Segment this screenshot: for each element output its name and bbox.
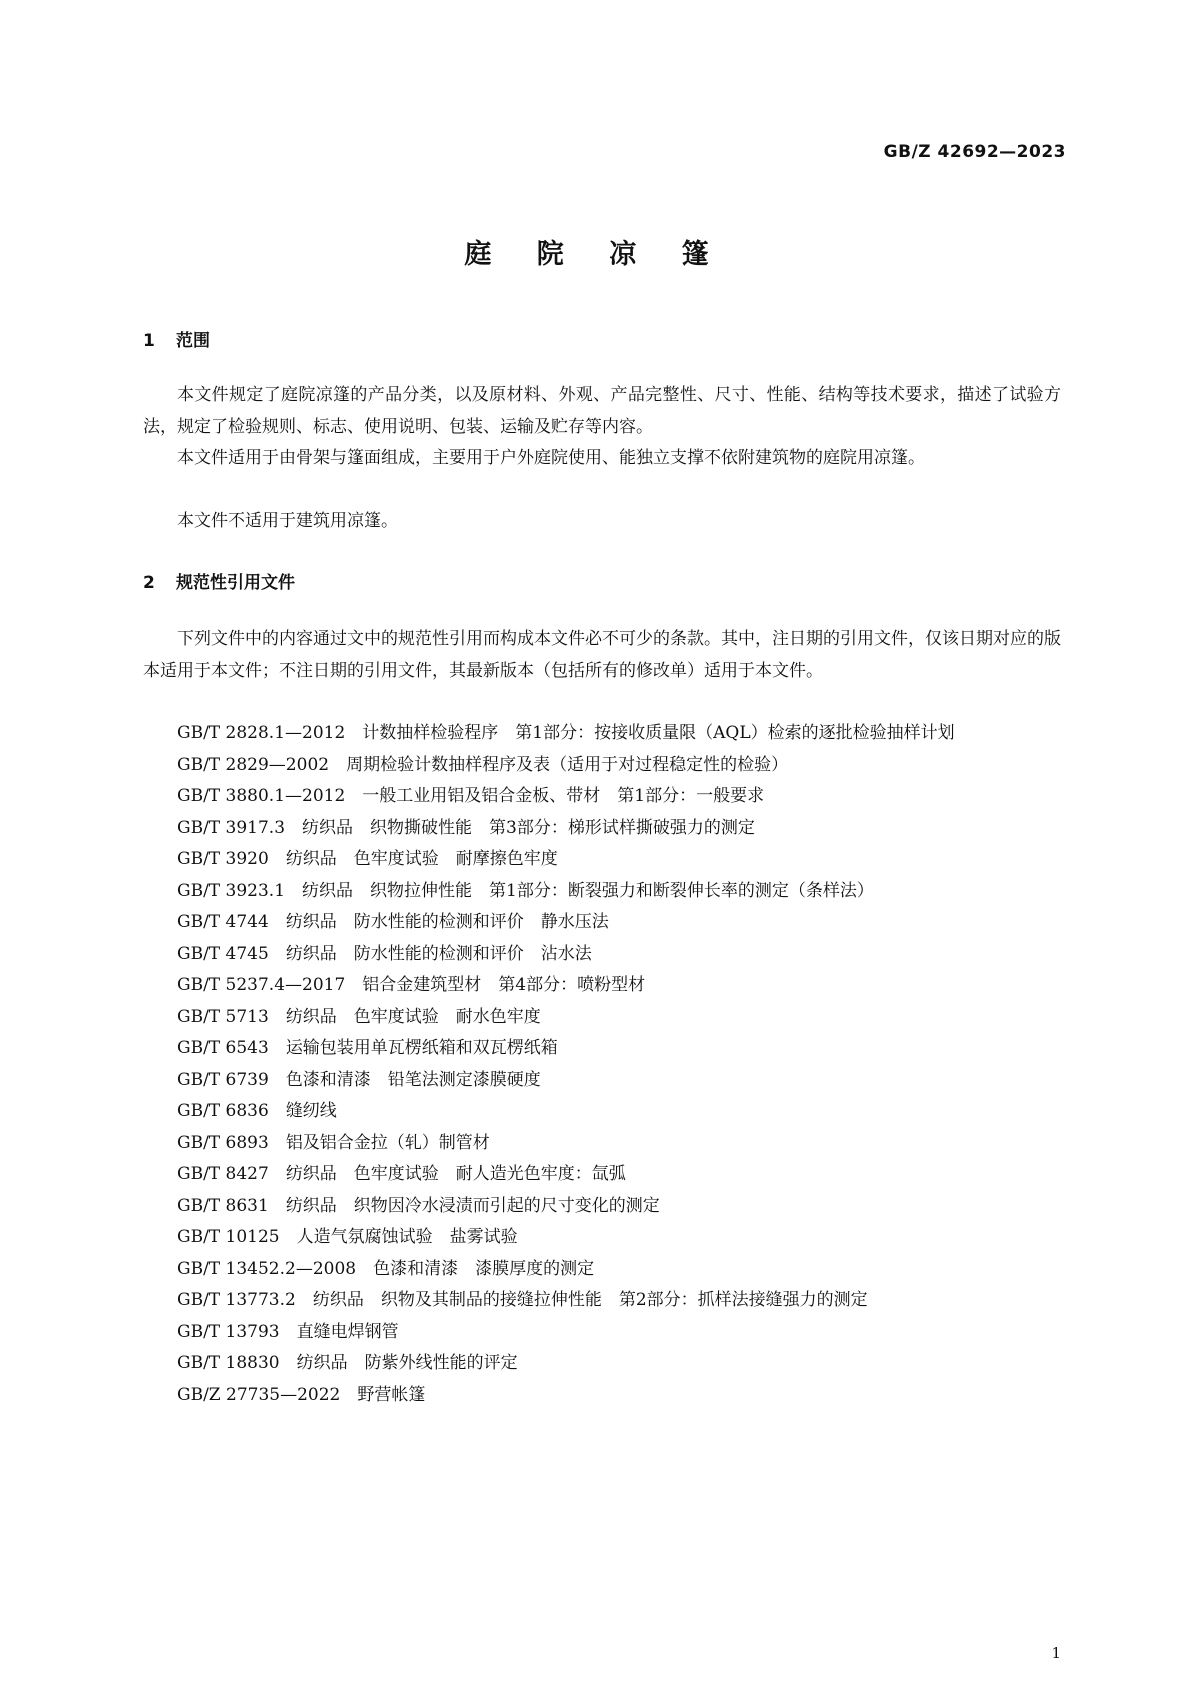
reference-title: 纺织品 织物拉伸性能 第1部分：断裂强力和断裂伸长率的测定（条样法） — [302, 880, 874, 901]
reference-title: 纺织品 色牢度试验 耐水色牢度 — [285, 1006, 541, 1027]
reference-title: 直缝电焊钢管 — [296, 1321, 399, 1342]
reference-code: GB/T 13773.2 — [177, 1290, 296, 1310]
reference-item — [143, 1285, 1061, 1317]
reference-item — [143, 939, 1061, 971]
reference-item — [143, 1128, 1061, 1160]
reference-item — [143, 1317, 1061, 1349]
reference-code: GB/T 13452.2—2008 — [177, 1258, 357, 1279]
reference-code: GB/T 5713 — [177, 1006, 269, 1027]
scope-paragraph-3: 本文件不适用于建筑用凉篷。 — [177, 511, 398, 531]
reference-item — [143, 813, 1061, 845]
reference-item — [143, 907, 1061, 939]
reference-title: 人造气氛腐蚀试验 盐雾试验 — [296, 1227, 518, 1247]
reference-title: 纺织品 色牢度试验 耐人造光色牢度：氙弧 — [285, 1164, 626, 1184]
reference-title: 纺织品 色牢度试验 耐摩擦色牢度 — [285, 849, 558, 869]
section-2-number: 2 — [143, 573, 155, 593]
scope-paragraph-1: 本文件规定了庭院凉篷的产品分类，以及原材料、外观、产品完整性、尺寸、性能、结构等技术要求，描述了试验方法，规定了检验规则、标志、使用说明、包装、运输及贮存等内容。 — [143, 385, 1061, 437]
reference-code: GB/T 10125 — [177, 1227, 280, 1247]
reference-code: GB/T 6836 — [177, 1101, 269, 1121]
reference-title: 铝及铝合金拉（轧）制管材 — [285, 1132, 490, 1153]
reference-item — [143, 970, 1061, 1002]
reference-title: 计数抽样检验程序 第1部分：按接收质量限（AQL）检索的逐批检验抽样计划 — [362, 723, 955, 743]
section-2-title: 规范性引用文件 — [176, 573, 295, 593]
normative-references-intro: 下列文件中的内容通过文中的规范性引用而构成本文件必不可少的条款。其中，注日期的引用文件，仅该日期对应的版本适用于本文件；不注日期的引用文件，其最新版本（包括所有的修改单）适用于本文件。 — [143, 629, 1061, 681]
reference-code: GB/T 8631 — [177, 1195, 269, 1216]
reference-item — [143, 750, 1061, 782]
reference-title: 纺织品 防紫外线性能的评定 — [296, 1353, 518, 1373]
section-1-title: 范围 — [176, 331, 210, 351]
reference-code: GB/T 6543 — [177, 1038, 269, 1058]
reference-title: 色漆和清漆 漆膜厚度的测定 — [373, 1258, 595, 1279]
page-number: 1 — [1051, 1644, 1061, 1662]
reference-code: GB/T 6739 — [177, 1069, 269, 1090]
reference-item — [143, 1348, 1061, 1380]
reference-code: GB/T 2828.1—2012 — [177, 723, 346, 743]
scope-paragraph-2: 本文件适用于由骨架与篷面组成，主要用于户外庭院使用、能独立支撑不依附建筑物的庭院用凉篷。 — [177, 448, 925, 468]
reference-item — [143, 1065, 1061, 1097]
reference-code: GB/T 13793 — [177, 1321, 280, 1342]
reference-code: GB/T 4744 — [177, 912, 269, 932]
reference-code: GB/T 8427 — [177, 1164, 269, 1184]
reference-item — [143, 1033, 1061, 1065]
reference-item — [143, 1191, 1061, 1223]
reference-title: 纺织品 织物撕破性能 第3部分：梯形试样撕破强力的测定 — [302, 817, 755, 838]
reference-code: GB/T 18830 — [177, 1353, 280, 1373]
document-title: 庭 院 凉 篷 — [464, 239, 727, 270]
reference-code: GB/Z 27735—2022 — [177, 1384, 341, 1405]
reference-code: GB/T 5237.4—2017 — [177, 975, 346, 995]
reference-item — [143, 718, 1061, 750]
reference-item — [143, 1096, 1061, 1128]
reference-title: 色漆和清漆 铅笔法测定漆膜硬度 — [285, 1069, 541, 1090]
section-1-number: 1 — [143, 331, 155, 351]
reference-title: 纺织品 防水性能的检测和评价 沾水法 — [285, 943, 592, 964]
reference-title: 野营帐篷 — [357, 1384, 426, 1405]
reference-title: 纺织品 防水性能的检测和评价 静水压法 — [285, 912, 609, 932]
reference-title: 纺织品 织物及其制品的接缝拉伸性能 第2部分：抓样法接缝强力的测定 — [312, 1290, 868, 1310]
reference-code: GB/T 3920 — [177, 849, 269, 869]
reference-item — [143, 1002, 1061, 1034]
reference-code: GB/T 3917.3 — [177, 817, 286, 838]
reference-code: GB/T 2829—2002 — [177, 754, 330, 775]
section-2-heading — [143, 568, 295, 593]
reference-title: 周期检验计数抽样程序及表（适用于对过程稳定性的检验） — [346, 754, 789, 775]
reference-item — [143, 1222, 1061, 1254]
reference-code: GB/T 4745 — [177, 943, 269, 964]
reference-item — [143, 1380, 1061, 1412]
reference-item — [143, 876, 1061, 908]
reference-title: 缝纫线 — [285, 1101, 337, 1121]
reference-code: GB/T 6893 — [177, 1132, 269, 1153]
reference-item — [143, 1254, 1061, 1286]
reference-title: 一般工业用铝及铝合金板、带材 第1部分：一般要求 — [362, 786, 765, 806]
reference-list — [143, 718, 1061, 1411]
reference-title: 铝合金建筑型材 第4部分：喷粉型材 — [362, 975, 646, 995]
reference-item — [143, 844, 1061, 876]
reference-code: GB/T 3880.1—2012 — [177, 786, 346, 806]
reference-item — [143, 1159, 1061, 1191]
reference-title: 运输包装用单瓦楞纸箱和双瓦楞纸箱 — [285, 1038, 558, 1058]
reference-item — [143, 781, 1061, 813]
reference-title: 纺织品 织物因冷水浸渍而引起的尺寸变化的测定 — [285, 1195, 660, 1216]
reference-code: GB/T 3923.1 — [177, 880, 286, 901]
standard-code: GB/Z 42692—2023 — [883, 142, 1066, 162]
section-1-heading — [143, 326, 210, 351]
